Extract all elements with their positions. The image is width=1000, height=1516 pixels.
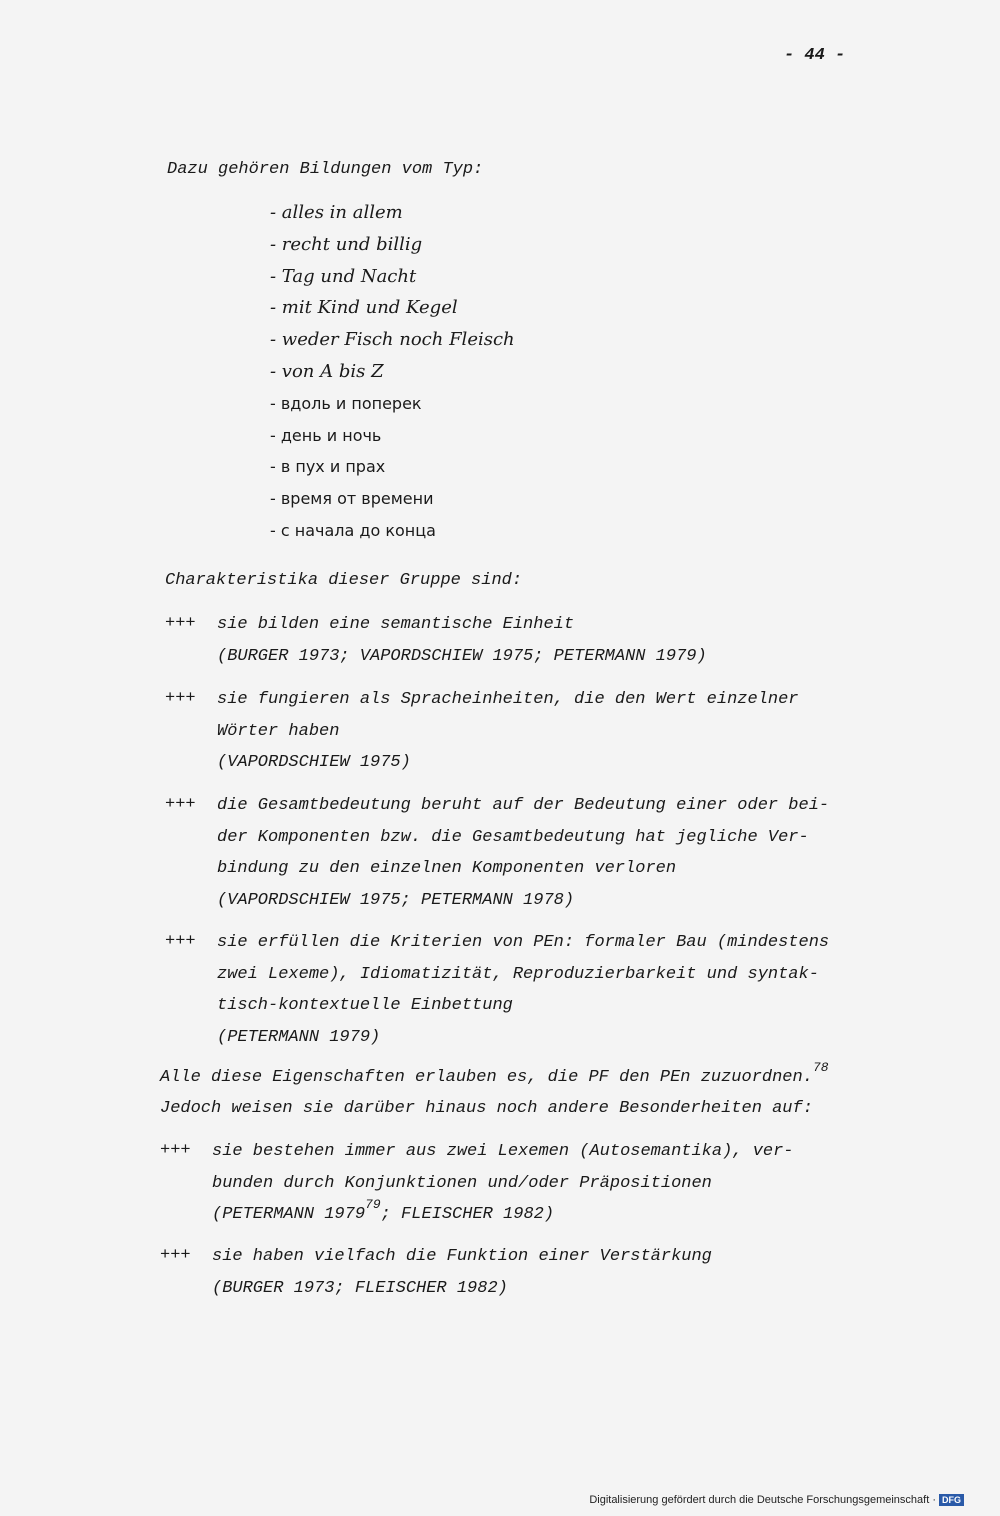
- characteristics-heading: Charakteristika dieser Gruppe sind:: [165, 571, 523, 590]
- bullet-mark: +++: [165, 932, 196, 951]
- paragraph-text: Alle diese Eigenschaften erlauben es, die PF den PEn zuzuordnen.: [160, 1068, 813, 1087]
- bullet-mark: +++: [165, 795, 196, 814]
- item-citation: (BURGER 1973; VAPORDSCHIEW 1975; PETERMANN 1979): [217, 646, 707, 666]
- item-citation: (VAPORDSCHIEW 1975; PETERMANN 1978): [217, 890, 575, 910]
- item-citation: (PETERMANN 1979): [217, 1027, 381, 1047]
- footnote-marker: 78: [812, 1060, 829, 1075]
- bullet-mark: +++: [160, 1141, 191, 1160]
- item-line: bunden durch Konjunktionen und/oder Präpositionen: [212, 1173, 712, 1193]
- citation-text: (PETERMANN 1979: [212, 1205, 366, 1224]
- item-line: die Gesamtbedeutung beruht auf der Bedeutung einer oder bei-: [217, 796, 830, 815]
- item-line: sie haben vielfach die Funktion einer Verstärkung: [212, 1247, 712, 1266]
- item-line: sie fungieren als Spracheinheiten, die den Wert einzelner: [217, 690, 799, 709]
- paragraph-line: [160, 1060, 829, 1087]
- example-item: - Tag und Nacht: [270, 265, 417, 287]
- item-citation: [212, 1197, 794, 1236]
- bullet-mark: +++: [165, 614, 196, 633]
- example-item: - weder Fisch noch Fleisch: [270, 329, 515, 351]
- bullet-mark: +++: [165, 689, 196, 708]
- dfg-logo: DFG: [939, 1494, 964, 1506]
- example-item: - день и ночь: [270, 425, 382, 445]
- item-line: sie erfüllen die Kriterien von PEn: formaler Bau (mindestens: [217, 933, 830, 952]
- item-line: der Komponenten bzw. die Gesamtbedeutung hat jegliche Ver-: [217, 827, 809, 847]
- example-item: - время от времени: [270, 489, 434, 509]
- paragraph-line: Jedoch weisen sie darüber hinaus noch andere Besonderheiten auf:: [160, 1099, 813, 1118]
- item-line: sie bestehen immer aus zwei Lexemen (Autosemantika), ver-: [212, 1142, 794, 1161]
- example-item: - в пух и прах: [270, 457, 386, 477]
- intro-line: Dazu gehören Bildungen vom Typ:: [167, 160, 484, 179]
- example-item: - recht und billig: [270, 233, 423, 255]
- item-citation: (BURGER 1973; FLEISCHER 1982): [212, 1278, 508, 1298]
- item-citation: (VAPORDSCHIEW 1975): [217, 753, 411, 772]
- item-line: sie bilden eine semantische Einheit: [217, 615, 575, 634]
- page-number: - 44 -: [784, 46, 846, 65]
- citation-text: ; FLEISCHER 1982): [380, 1205, 555, 1224]
- bullet-mark: +++: [160, 1246, 191, 1265]
- example-item: - вдоль и поперек: [270, 393, 422, 413]
- item-line: zwei Lexeme), Idiomatizität, Reproduzierbarkeit und syntak-: [217, 964, 819, 984]
- example-item: - alles in allem: [270, 202, 403, 223]
- digitization-footer: [589, 1494, 964, 1506]
- example-item: - von A bis Z: [270, 360, 384, 382]
- item-line: Wörter haben: [217, 721, 340, 741]
- item-line: bindung zu den einzelnen Komponenten verloren: [217, 859, 677, 878]
- example-item: - с начала до конца: [270, 520, 436, 540]
- footer-text: Digitalisierung gefördert durch die Deutsche Forschungsgemeinschaft ·: [589, 1493, 936, 1506]
- example-item: - mit Kind und Kegel: [270, 297, 458, 319]
- example-list: [270, 199, 515, 549]
- footnote-marker: 79: [365, 1197, 381, 1212]
- item-line: tisch-kontextuelle Einbettung: [217, 996, 513, 1015]
